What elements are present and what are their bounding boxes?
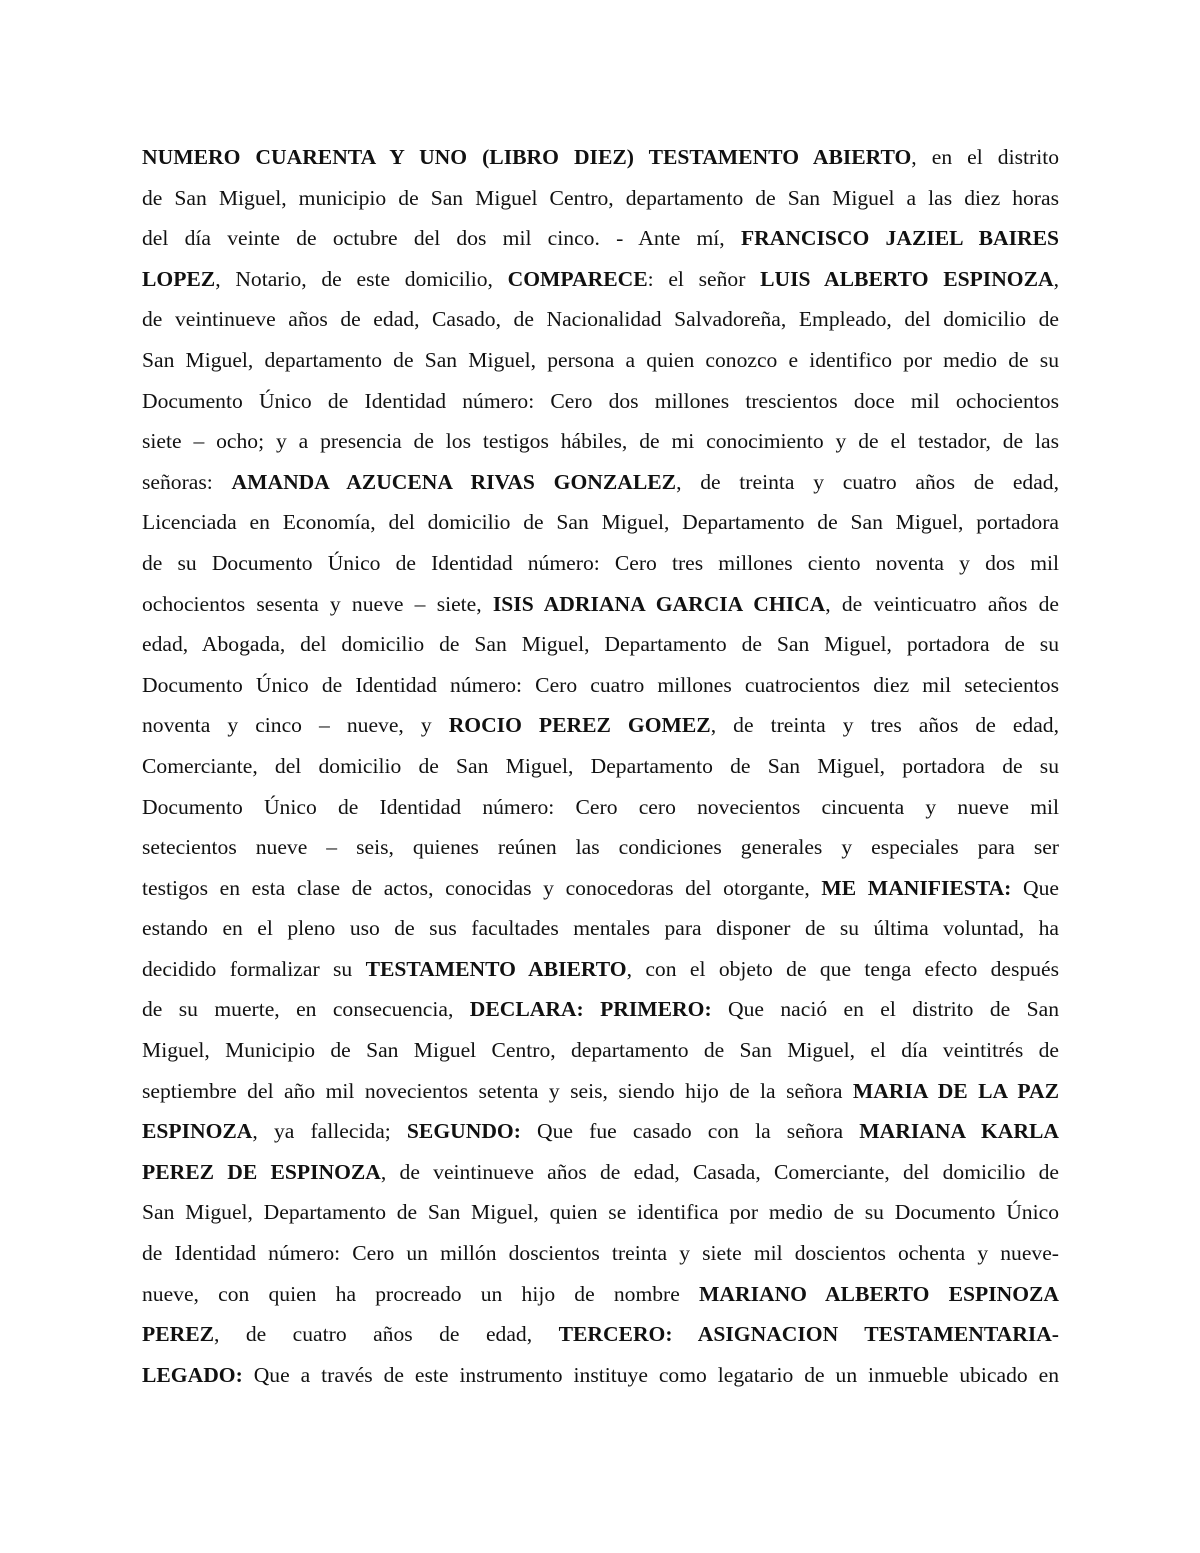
bold-text-run: PEREZ DE ESPINOZA <box>142 1159 381 1184</box>
document-line <box>142 746 1059 787</box>
document-line <box>142 949 1059 990</box>
bold-text-run: COMPARECE <box>507 266 648 291</box>
document-line <box>142 1314 1059 1355</box>
text-run: Comerciante, del domicilio de San Miguel, Departamento de San Miguel, portadora de su <box>142 753 1059 778</box>
text-run: ochocientos sesenta y nueve – siete, <box>142 591 493 616</box>
bold-text-run: MARIANA KARLA <box>859 1119 1059 1144</box>
document-body-text <box>142 137 1059 1395</box>
bold-text-run: ISIS ADRIANA GARCIA CHICA <box>492 591 826 616</box>
document-line <box>142 218 1059 259</box>
document-line <box>142 340 1059 381</box>
text-run: Que fue casado con la señora <box>520 1119 860 1144</box>
text-run: estando en el pleno uso de sus facultades mentales para disponer de su última voluntad, ha <box>142 916 1059 941</box>
bold-text-run: LOPEZ <box>142 266 216 291</box>
text-run: , con el objeto de que tenga efecto después <box>626 956 1060 981</box>
document-line <box>142 1274 1059 1315</box>
text-run: San Miguel, Departamento de San Miguel, quien se identifica por medio de su Documento Único <box>142 1200 1059 1225</box>
bold-text-run: ESPINOZA <box>142 1119 253 1144</box>
bold-text-run: ME MANIFIESTA: <box>821 875 1012 900</box>
document-line <box>142 1030 1059 1071</box>
document-line <box>142 908 1059 949</box>
document-line <box>142 787 1059 828</box>
document-line <box>142 705 1059 746</box>
text-run: Miguel, Municipio de San Miguel Centro, departamento de San Miguel, el día veintitrés de <box>142 1038 1059 1063</box>
bold-text-run: NUMERO CUARENTA Y UNO (LIBRO DIEZ) TESTAMENTO ABIERTO <box>142 145 912 169</box>
text-run: testigos en esta clase de actos, conocidas y conocedoras del otorgante, <box>142 875 822 900</box>
bold-text-run: PEREZ <box>142 1322 214 1347</box>
document-line <box>142 462 1059 503</box>
document-line <box>142 259 1059 300</box>
document-line <box>142 827 1059 868</box>
document-line <box>142 1152 1059 1193</box>
bold-text-run: DECLARA: PRIMERO: <box>469 997 712 1022</box>
text-run: de su Documento Único de Identidad número: Cero tres millones ciento noventa y dos mil <box>142 550 1059 575</box>
bold-text-run: SEGUNDO: <box>406 1119 521 1144</box>
document-line <box>142 178 1059 219</box>
document-line <box>142 624 1059 665</box>
document-line <box>142 299 1059 340</box>
document-line <box>142 1233 1059 1274</box>
text-run: , en el distrito <box>911 145 1059 169</box>
document-line <box>142 989 1059 1030</box>
text-run: : el señor <box>647 266 761 291</box>
bold-text-run: TERCERO: ASIGNACION TESTAMENTARIA- <box>558 1322 1060 1347</box>
text-run: Que <box>1011 875 1059 900</box>
document-line <box>142 584 1059 625</box>
bold-text-run: MARIANO ALBERTO ESPINOZA <box>699 1281 1059 1306</box>
document-line <box>142 1111 1059 1152</box>
text-run: setecientos nueve – seis, quienes reúnen las condiciones generales y especiales para ser <box>142 835 1059 860</box>
text-run: de San Miguel, municipio de San Miguel Centro, departamento de San Miguel a las diez horas <box>142 185 1059 210</box>
document-line <box>142 502 1059 543</box>
document-line <box>142 137 1059 178</box>
text-run: de su muerte, en consecuencia, <box>142 997 470 1022</box>
text-run: de veintinueve años de edad, Casado, de Nacionalidad Salvadoreña, Empleado, del domicilio de <box>142 307 1059 332</box>
document-line <box>142 1071 1059 1112</box>
text-run: señoras: <box>142 469 232 494</box>
bold-text-run: FRANCISCO JAZIEL BAIRES <box>740 226 1060 251</box>
text-run: decidido formalizar su <box>142 956 366 981</box>
text-run: Documento Único de Identidad número: Cero cuatro millones cuatrocientos diez mil setecientos <box>142 672 1059 697</box>
text-run: , de treinta y cuatro años de edad, <box>676 469 1059 494</box>
text-run: del día veinte de octubre del dos mil cinco. - Ante mí, <box>142 226 741 251</box>
text-run: edad, Abogada, del domicilio de San Miguel, Departamento de San Miguel, portadora de su <box>142 632 1059 657</box>
document-line <box>142 1355 1059 1396</box>
text-run: Licenciada en Economía, del domicilio de San Miguel, Departamento de San Miguel, portadora <box>142 510 1059 535</box>
bold-text-run: LUIS ALBERTO ESPINOZA <box>760 266 1054 291</box>
document-line <box>142 868 1059 909</box>
text-run: siete – ocho; y a presencia de los testigos hábiles, de mi conocimiento y de el testador, de las <box>142 429 1059 454</box>
bold-text-run: LEGADO: <box>142 1362 243 1387</box>
text-run: Que nació en el distrito de San <box>711 997 1059 1022</box>
text-run: , de treinta y tres años de edad, <box>710 713 1059 738</box>
text-run: , <box>1053 266 1059 291</box>
text-run: , de veinticuatro años de <box>825 591 1059 616</box>
document-line <box>142 1192 1059 1233</box>
document-line <box>142 543 1059 584</box>
bold-text-run: MARIA DE LA PAZ <box>852 1078 1059 1103</box>
text-run: noventa y cinco – nueve, y <box>142 713 449 738</box>
bold-text-run: TESTAMENTO ABIERTO <box>365 956 627 981</box>
text-run: Que a través de este instrumento instituye como legatario de un inmueble ubicado en <box>242 1362 1059 1387</box>
text-run: nueve, con quien ha procreado un hijo de nombre <box>142 1281 700 1306</box>
text-run: Documento Único de Identidad número: Cero cero novecientos cincuenta y nueve mil <box>142 794 1059 819</box>
text-run: de Identidad número: Cero un millón doscientos treinta y siete mil doscientos ochenta y nueve- <box>142 1241 1059 1266</box>
document-line <box>142 421 1059 462</box>
document-line <box>142 381 1059 422</box>
text-run: , de cuatro años de edad, <box>214 1322 559 1347</box>
text-run: septiembre del año mil novecientos setenta y seis, siendo hijo de la señora <box>142 1078 853 1103</box>
text-run: , ya fallecida; <box>252 1119 407 1144</box>
text-run: , Notario, de este domicilio, <box>215 266 508 291</box>
text-run: Documento Único de Identidad número: Cero dos millones trescientos doce mil ochocientos <box>142 388 1059 413</box>
bold-text-run: AMANDA AZUCENA RIVAS GONZALEZ <box>231 469 677 494</box>
text-run: San Miguel, departamento de San Miguel, persona a quien conozco e identifico por medio de su <box>142 347 1059 372</box>
text-run: , de veintinueve años de edad, Casada, Comerciante, del domicilio de <box>380 1159 1059 1184</box>
bold-text-run: ROCIO PEREZ GOMEZ <box>448 713 711 738</box>
document-line <box>142 665 1059 706</box>
